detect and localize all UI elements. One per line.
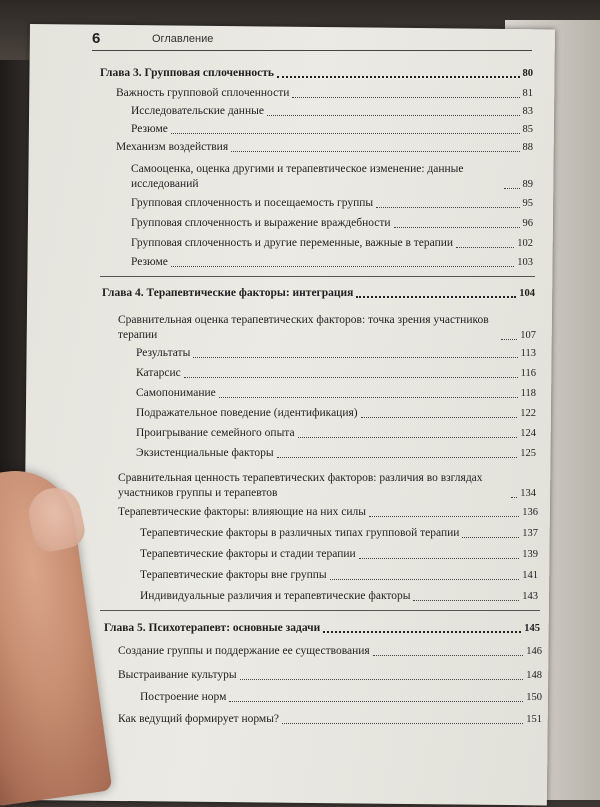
toc-entry-page: 80 [522,68,533,79]
toc-entry-text: Сравнительная оценка терапевтических факторов: точка зрения участников терапии [118,314,489,341]
toc-entry-text: Исследовательские данные [131,105,264,117]
toc-chapter-4[interactable] [102,286,535,301]
toc-entry[interactable] [131,104,533,119]
toc-entry-page: 116 [520,368,536,379]
toc-entry[interactable] [136,446,536,461]
toc-entry-page: 113 [520,348,536,359]
toc-entry[interactable] [131,122,533,137]
toc-entry[interactable] [131,196,533,211]
toc-entry-page: 137 [522,528,538,539]
toc-entry-text: Подражательное поведение (идентификация) [136,407,358,419]
toc-entry-page: 103 [517,257,533,268]
toc-entry-text: Как ведущий формирует нормы? [118,713,280,725]
toc-entry-text: Самооценка, оценка другими и терапевтическое изменение: данные исследований [131,163,464,190]
toc-entry[interactable] [118,712,542,727]
toc-entry-page: 88 [522,142,533,153]
toc-entry-text: Важность групповой сплоченности [116,87,290,99]
separator-line [100,276,535,277]
toc-entry-page: 107 [520,330,536,341]
toc-entry[interactable] [131,255,533,270]
toc-entry-text: Глава 5. Психотерапевт: основные задачи [104,622,321,634]
toc-entry[interactable] [136,346,536,361]
toc-entry-page: 151 [526,714,542,725]
toc-entry-text: Индивидуальные различия и терапевтические факторы [140,590,411,602]
toc-entry[interactable] [140,526,538,541]
toc-entry-text: Терапевтические факторы в различных типах групповой терапии [140,527,460,539]
toc-entry[interactable] [136,426,536,441]
toc-entry-text: Глава 4. Терапевтические факторы: интеграция [102,287,354,299]
toc-entry-page: 96 [522,218,533,229]
toc-entry[interactable] [118,309,536,343]
toc-entry-page: 146 [526,646,542,657]
toc-entry[interactable] [118,644,542,659]
toc-entry-page: 143 [522,591,538,602]
toc-entry-text: Проигрывание семейного опыта [136,427,295,439]
toc-entry[interactable] [140,547,538,562]
toc-entry[interactable] [131,158,533,192]
toc-entry-page: 89 [522,179,533,190]
toc-entry-page: 124 [520,428,536,439]
toc-entry[interactable] [136,386,536,401]
separator-line [100,610,540,611]
toc-entry[interactable] [131,216,533,231]
toc-entry-text: Экзистенциальные факторы [136,447,274,459]
toc-entry-text: Терапевтические факторы: влияющие на них силы [118,506,366,518]
toc-entry[interactable] [131,236,533,251]
section-title: Оглавление [152,33,214,45]
toc-entry[interactable] [116,140,533,155]
toc-entry[interactable] [116,86,533,101]
toc-chapter-3[interactable] [100,66,533,81]
toc-entry-page: 83 [522,106,533,117]
toc-entry-page: 148 [526,670,542,681]
toc-entry-page: 134 [520,488,536,499]
toc-entry-text: Построение норм [140,691,227,703]
toc-entry-page: 85 [522,124,533,135]
toc-entry-page: 136 [522,507,538,518]
toc-entry-page: 125 [520,448,536,459]
toc-chapter-5[interactable] [104,621,540,636]
toc-entry-page: 81 [522,88,533,99]
toc-entry-page: 118 [520,388,536,399]
toc-entry[interactable] [118,668,542,683]
toc-entry[interactable] [136,366,536,381]
toc-entry[interactable] [140,568,538,583]
toc-entry-page: 145 [524,623,540,634]
toc-entry-text: Катарсис [136,367,181,379]
toc-entry-text: Резюме [131,123,168,135]
toc-entry-page: 122 [520,408,536,419]
toc-entry[interactable] [136,406,536,421]
toc-entry-text: Механизм воздействия [116,141,229,153]
toc-entry-text: Самопонимание [136,387,216,399]
toc-entry-text: Сравнительная ценность терапевтических факторов: различия во взглядах участников группы и терапевтов [118,472,483,499]
toc-entry-text: Терапевтические факторы вне группы [140,569,327,581]
toc-entry-page: 141 [522,570,538,581]
toc-entry-page: 104 [519,288,535,299]
toc-entry[interactable] [140,589,538,604]
toc-entry[interactable] [118,467,536,501]
toc-entry-text: Групповая сплоченность и посещаемость группы [131,197,374,209]
toc-entry-text: Групповая сплоченность и выражение враждебности [131,217,391,229]
toc-entry-text: Групповая сплоченность и другие переменные, важные в терапии [131,237,454,249]
toc-entry[interactable] [118,505,538,520]
page-number: 6 [92,30,101,47]
toc-entry-text: Создание группы и поддержание ее существования [118,645,370,657]
toc-entry-page: 95 [522,198,533,209]
toc-entry-text: Глава 3. Групповая сплоченность [100,67,274,79]
toc-entry[interactable] [140,690,542,705]
toc-entry-text: Результаты [136,347,191,359]
toc-entry-text: Выстраивание культуры [118,669,237,681]
toc-entry-text: Резюме [131,256,168,268]
toc-entry-page: 139 [522,549,538,560]
toc-entry-page: 102 [517,238,533,249]
toc-entry-text: Терапевтические факторы и стадии терапии [140,548,356,560]
toc-entry-page: 150 [526,692,542,703]
